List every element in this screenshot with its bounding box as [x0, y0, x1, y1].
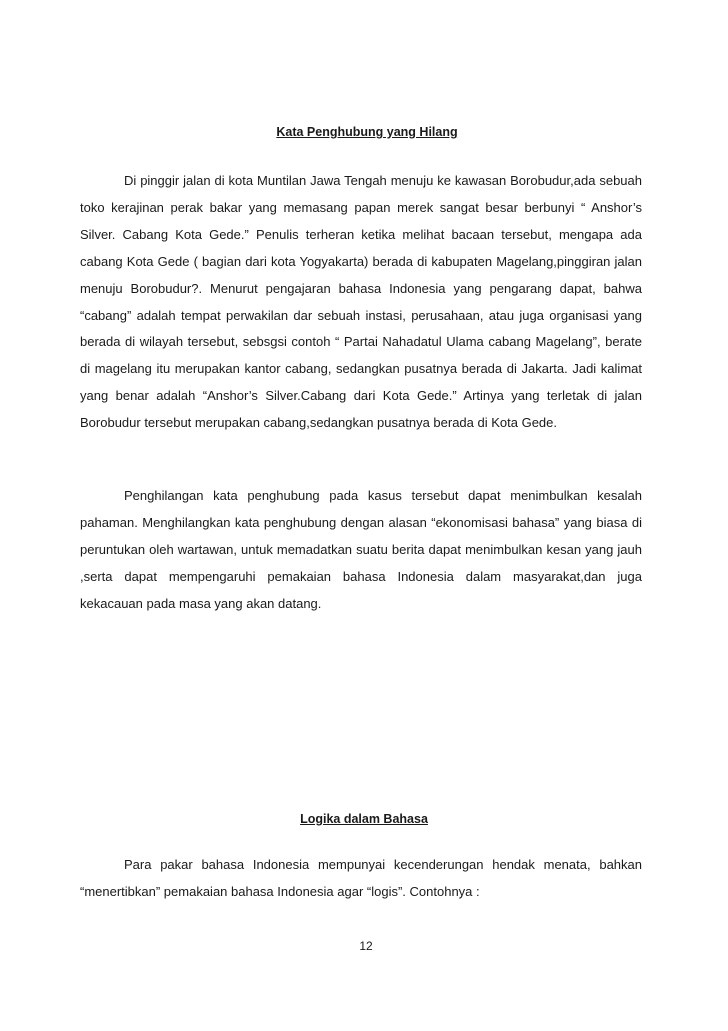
section-title-logika-bahasa: Logika dalam Bahasa: [300, 812, 428, 826]
paragraph-pakar-bahasa: Para pakar bahasa Indonesia mempunyai kecenderungan hendak menata, bahkan “menertibkan” pemakaian bahasa Indonesia agar “logis”. Contohnya :: [80, 857, 642, 899]
section-title-kata-penghubung: Kata Penghubung yang Hilang: [276, 125, 458, 139]
paragraph-borobudur-store: Di pinggir jalan di kota Muntilan Jawa Tengah menuju ke kawasan Borobudur,ada sebuah toko kerajinan perak bakar yang memasang papan merek sangat besar berbunyi “ Anshor’s Silver. Cabang Kota Gede.” Penulis terheran ketika melihat bacaan tersebut, mengapa ada cabang Kota Gede ( bagian dari kota Yogyakarta) berada di kabupaten Magelang,pinggiran jalan menuju Borobudur?. Menurut pengajaran bahasa Indonesia yang pengarang dapat, bahwa “cabang” adalah tempat perwakilan dar sebuah instasi, perusahaan, atau juga organisasi yang berada di wilayah tersebut, sebsgsi contoh “ Partai Nahadatul Ulama cabang Magelang”, berate di magelang itu merupakan kantor cabang, sedangkan pusatnya berada di Jakarta. Jadi kalimat yang benar adalah “Anshor’s Silver.Cabang dari Kota Gede.” Artinya yang terletak di jalan Borobudur tersebut merupakan cabang,sedangkan pusatnya berada di Kota Gede.: [80, 173, 642, 431]
page-number: 12: [359, 939, 373, 953]
paragraph-penghilangan-kata: Penghilangan kata penghubung pada kasus tersebut dapat menimbulkan kesalah pahaman. Menghilangkan kata penghubung dengan alasan “ekonomisasi bahasa” yang biasa di peruntukan oleh wartawan, untuk memadatkan suatu berita dapat menimbulkan kesan yang jauh ,serta dapat mempengaruhi pemakaian bahasa Indonesia dalam masyarakat,dan juga kekacauan pada masa yang akan datang.: [80, 488, 642, 611]
